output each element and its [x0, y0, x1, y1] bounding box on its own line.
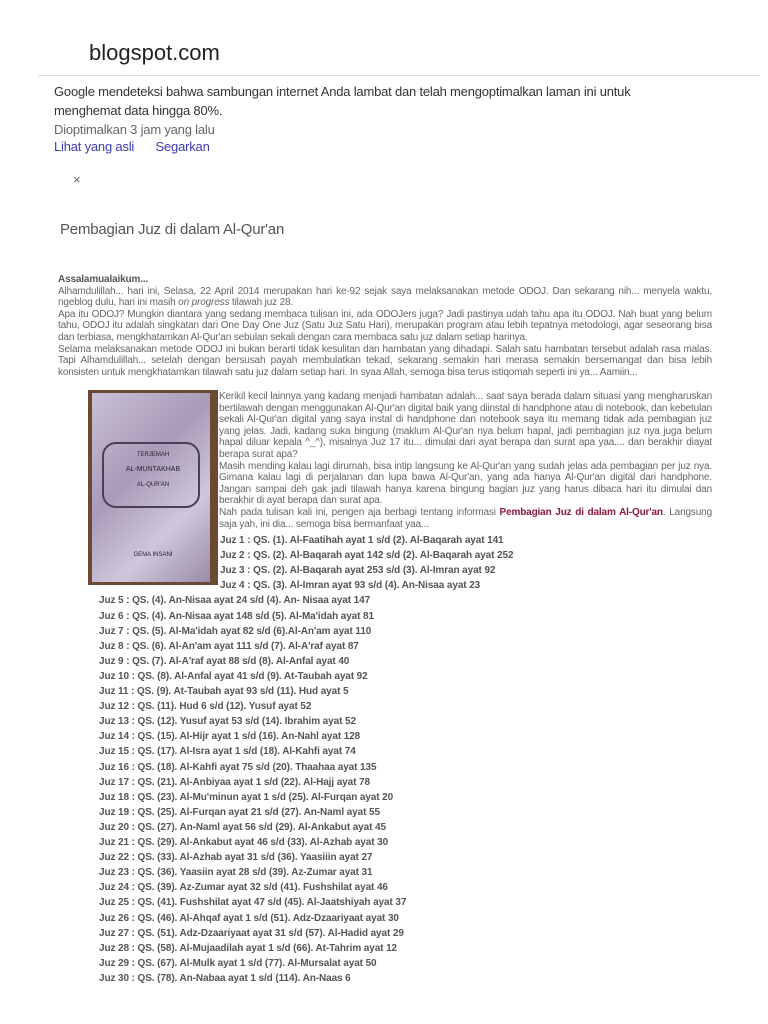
book-label: AL-QUR'AN: [136, 482, 170, 488]
text: Nah pada tulisan kali ini, pengen aja berbagi tentang informasi: [219, 506, 500, 518]
juz-item: Juz 30 : QS. (78). An-Nabaa ayat 1 s/d (114). An-Naas 6: [99, 972, 351, 984]
juz-item: Juz 21 : QS. (29). Al-Ankabut ayat 46 s/d (33). Al-Azhab ayat 30: [99, 837, 389, 848]
juz-item: Juz 15 : QS. (17). Al-Isra ayat 1 s/d (18). Al-Kahfi ayat 74: [99, 746, 356, 758]
juz-item: Juz 7 : QS. (5). Al-Ma'idah ayat 82 s/d (6).Al-An'am ayat 110: [99, 625, 372, 637]
juz-item: Juz 4 : QS. (3). Al-Imran ayat 93 s/d (4). An-Nisaa ayat 23: [220, 580, 481, 592]
juz-item: Juz 13 : QS. (12). Yusuf ayat 53 s/d (14). Ibrahim ayat 52: [99, 716, 356, 728]
juz-item: Juz 9 : QS. (7). Al-A'raf ayat 88 s/d (8). Al-Anfal ayat 40: [99, 655, 350, 667]
juz-item: Juz 25 : QS. (41). Fushshilat ayat 47 s/d (45). Al-Jaatshiyah ayat 37: [99, 897, 407, 909]
juz-item: Juz 19 : QS. (25). Al-Furqan ayat 21 s/d (27). An-Naml ayat 55: [99, 806, 380, 818]
text: Alhamdulillah... hari ini, Selasa, 22 April 2014 merupakan hari ke-92 sejak saya melaksanakan metode ODOJ. Dan sekarang nih... menyela waktu, ngeblog dulu, hari ini masih: [58, 285, 712, 309]
juz-item: Juz 14 : QS. (15). Al-Hijr ayat 1 s/d (16). An-Nahl ayat 128: [99, 731, 361, 743]
juz-item: Juz 17 : QS. (21). Al-Anbiyaa ayat 1 s/d (22). Al-Hajj ayat 78: [99, 776, 370, 788]
juz-item: Juz 3 : QS. (2). Al-Baqarah ayat 253 s/d (3). Al-Imran ayat 92: [220, 565, 496, 577]
quran-book-image: [88, 390, 218, 585]
greeting: Assalamualaikum...: [58, 274, 149, 285]
book-label: TERJEMAH: [136, 452, 170, 458]
refresh-link[interactable]: Segarkan: [155, 139, 210, 154]
close-icon[interactable]: ×: [73, 172, 81, 187]
juz-item: Juz 29 : QS. (67). Al-Mulk ayat 1 s/d (77). Al-Mursalat ayat 50: [99, 957, 377, 969]
juz-item: Juz 22 : QS. (33). Al-Azhab ayat 31 s/d (36). Yaasiiin ayat 27: [99, 852, 373, 864]
juz-item: Juz 27 : QS. (51). Adz-Dzaariyaat ayat 31 s/d (57). Al-Hadid ayat 29: [99, 927, 404, 939]
paragraph: [58, 286, 712, 309]
paragraph: Apa itu ODOJ? Mungkin diantara yang sedang membaca tulisan ini, ada ODOJers juga? Jadi pastinya udah tahu apa itu ODOJ. Nah buat yang belum tahu, ODOJ itu adalah singkatan dari One Day One Juz (Satu Juz Satu Hari), merupakan program atau lebih tepatnya metodologi, agar seseorang bisa dan terbiasa, mengkhatamkan Al-Qur'an sebulan sekali dengan cara membaca satu juz dalam setiap harinya.: [58, 308, 712, 343]
paragraph: Masih mending kalau lagi dirumah, bisa intip langsung ke Al-Qur'an yang sudah jelas ada pembagian per juz nya. Gimana kalau lagi di perjalanan dan lupa bawa Al-Qur'an, yang ada hanya Al-Qur'an digital dari handphone. Jangan sampai deh gak jadi tilawah hanya karena bingung bagian juz yang harus dibaca hari itu dimulai dan berakhir di ayat berapa dan surat apa.: [219, 460, 712, 507]
post-title: Pembagian Juz di dalam Al-Qur'an: [60, 221, 285, 238]
text-em: on progress: [178, 297, 230, 309]
highlight-link[interactable]: Pembagian Juz di dalam Al-Qur'an: [499, 506, 663, 518]
text: . Langsung saja yah, ini dia... semoga bisa bermanfaat yaa...: [219, 506, 712, 530]
view-original-link[interactable]: Lihat yang asli: [54, 139, 135, 154]
juz-item: Juz 10 : QS. (8). Al-Anfal ayat 41 s/d (9). At-Taubah ayat 92: [99, 670, 368, 682]
juz-item: Juz 26 : QS. (46). Al-Ahqaf ayat 1 s/d (51). Adz-Dzaariyaat ayat 30: [99, 912, 399, 924]
juz-item: Juz 12 : QS. (11). Hud 6 s/d (12). Yusuf ayat 52: [99, 701, 312, 713]
paragraph: Kerikil kecil lainnya yang kadang menjadi hambatan adalah... saat saya berada dalam situasi yang mengharuskan bertilawah dengan menggunakan Al-Qur'an digital baik yang diinstal di handphone atau di notebook, dan kebetulan sekali Al-Qur'an digital yang saya instal di handphone dan notebook saya itu memang tidak ada pembagian juz yang jelas. Jadi, kadang suka bingung (maklum Al-Qur'an nya belum hapal, jadi pembagian juz nya juga belum hapal diluar kepala ^_^), misalnya Juz 17 itu... dimulai dari ayat berapa dan surat apa yaa.... dan berakhir diayat berapa surat apa?: [219, 391, 712, 460]
juz-item: Juz 28 : QS. (58). Al-Mujaadilah ayat 1 s/d (66). At-Tahrim ayat 12: [99, 942, 398, 954]
juz-item: Juz 23 : QS. (36). Yaasiin ayat 28 s/d (39). Az-Zumar ayat 31: [99, 867, 373, 879]
juz-item: Juz 11 : QS. (9). At-Taubah ayat 93 s/d (11). Hud ayat 5: [99, 686, 349, 697]
juz-item: Juz 16 : QS. (18). Al-Kahfi ayat 75 s/d (20). Thaahaa ayat 135: [99, 761, 377, 773]
juz-item: Juz 20 : QS. (27). An-Naml ayat 56 s/d (29). Al-Ankabut ayat 45: [99, 821, 386, 833]
site-domain: blogspot.com: [89, 40, 220, 65]
optimized-time: Dioptimalkan 3 jam yang lalu: [54, 122, 215, 137]
juz-item: Juz 5 : QS. (4). An-Nisaa ayat 24 s/d (4). An- Nisaa ayat 147: [99, 595, 371, 607]
post-intro: [58, 274, 712, 378]
paragraph: Selama melaksanakan metode ODOJ ini bukan berarti tidak kesulitan dan hambatan yang dihadapi. Salah satu hambatan tersebut adalah rasa malas. Tapi Alhamdulillah... setelah dengan bersusah payah membulatkan tekad, sekarang semakin hari merasa semakin bersemangat dan bisa lebih konsisten untuk mengkhatamkan tilawah satu juz dalam setiap hari. In syaa Allah, semoga bisa terus istiqomah seperti ini ya... Aamiin...: [58, 343, 712, 378]
book-label: GEMA INSANI: [133, 552, 173, 558]
juz-item: Juz 6 : QS. (4). An-Nisaa ayat 148 s/d (5). Al-Ma'idah ayat 81: [99, 610, 374, 622]
text: tilawah juz 28.: [229, 297, 294, 309]
book-label: AL-MUNTAKHAB: [125, 466, 181, 473]
juz-item: Juz 8 : QS. (6). Al-An'am ayat 111 s/d (7). Al-A'raf ayat 87: [99, 640, 359, 652]
divider: [38, 75, 760, 76]
paragraph: [219, 507, 712, 530]
notice-links: [54, 139, 228, 154]
juz-item: Juz 18 : QS. (23). Al-Mu'minun ayat 1 s/d (25). Al-Furqan ayat 20: [99, 791, 394, 803]
post-body: [219, 391, 712, 530]
juz-item: Juz 24 : QS. (39). Az-Zumar ayat 32 s/d (41). Fushshilat ayat 46: [99, 882, 388, 894]
juz-item: Juz 2 : QS. (2). Al-Baqarah ayat 142 s/d (2). Al-Baqarah ayat 252: [220, 550, 514, 562]
lite-mode-notice: Google mendeteksi bahwa sambungan internet Anda lambat dan telah mengoptimalkan laman ini untuk menghemat data hingga 80%.: [54, 84, 631, 118]
juz-item: Juz 1 : QS. (1). Al-Faatihah ayat 1 s/d (2). Al-Baqarah ayat 141: [220, 535, 504, 546]
